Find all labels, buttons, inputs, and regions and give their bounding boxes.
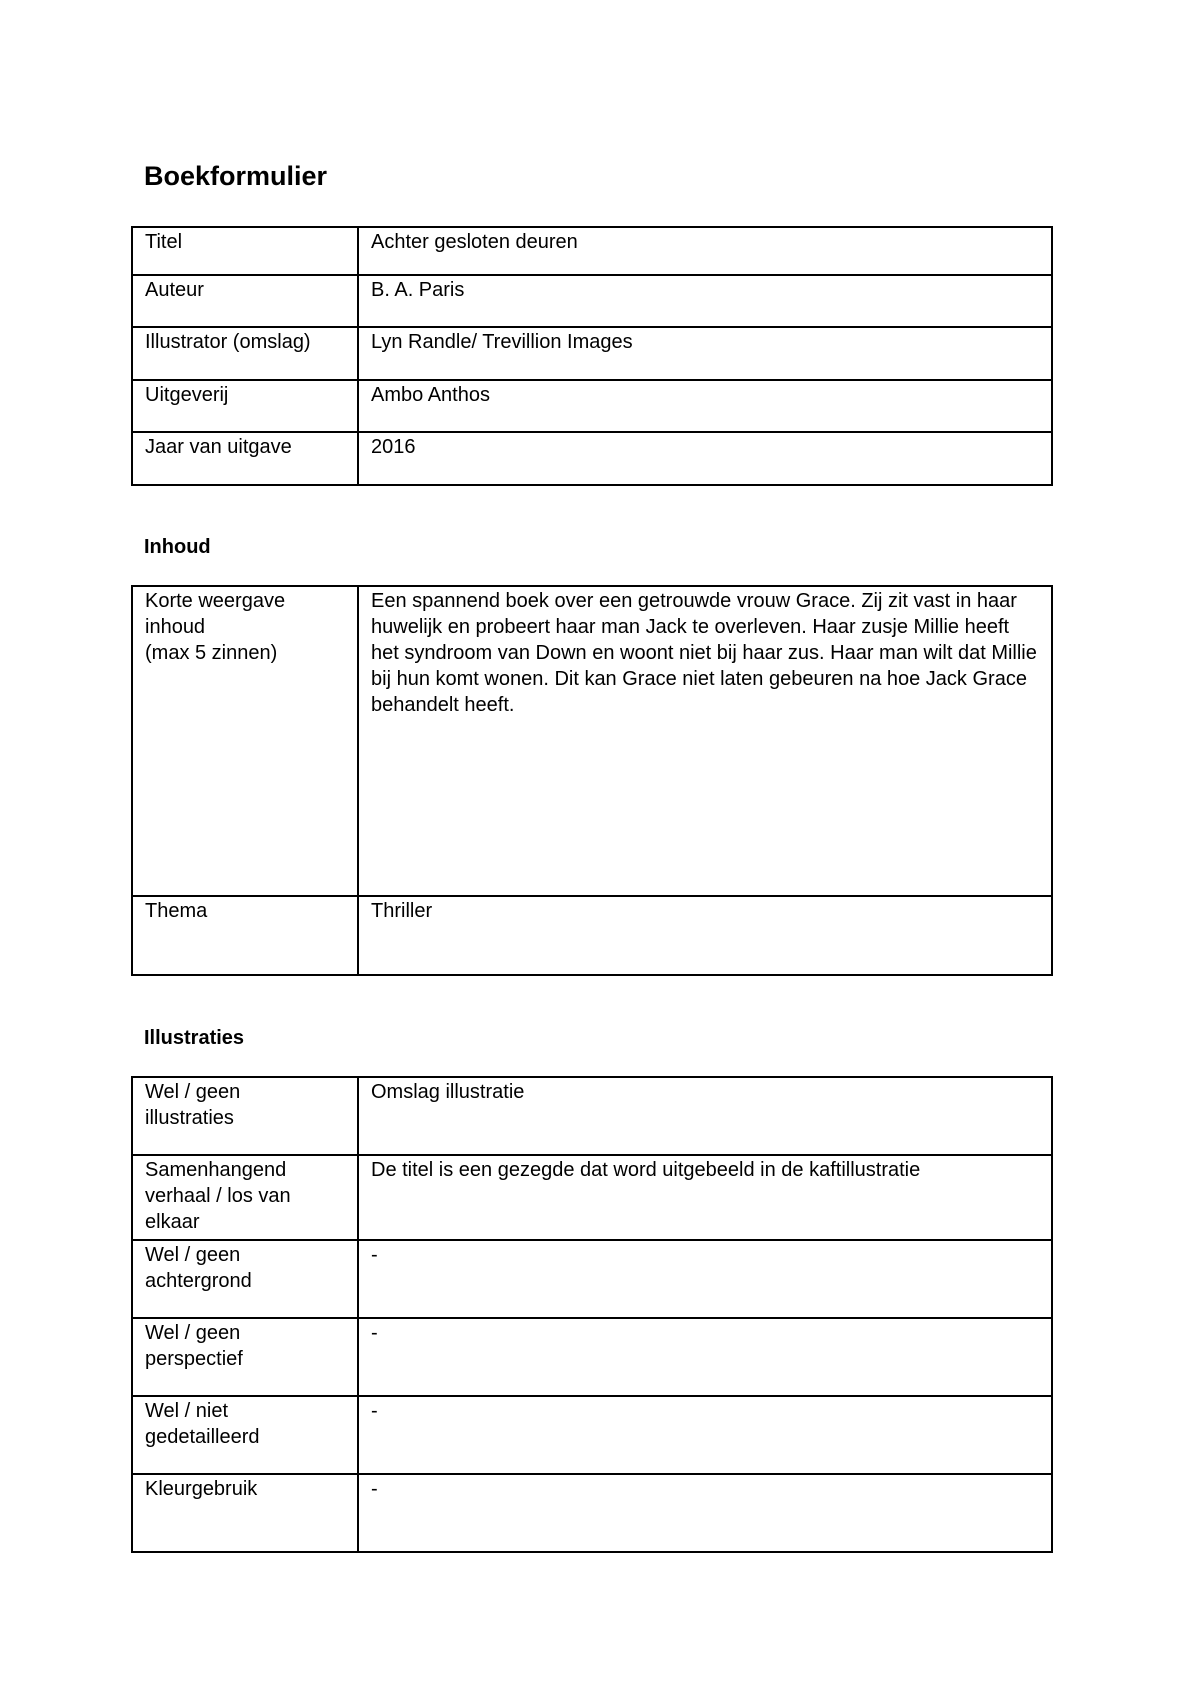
table-row <box>132 896 1052 975</box>
table-row <box>132 1318 1052 1396</box>
table-row <box>132 1155 1052 1240</box>
inhoud-table <box>131 585 1053 976</box>
table-row <box>132 1474 1052 1552</box>
row-value: Een spannend boek over een getrouwde vrouw Grace. Zij zit vast in haar huwelijk en probeert haar man Jack te overleven. Haar zusje Millie heeft het syndroom van Down en woont niet bij haar zus. Haar man wilt dat Millie bij hun komt wonen. Dit kan Grace niet laten gebeuren na hoe Jack Grace behandelt heeft. <box>358 586 1052 896</box>
row-value: Achter gesloten deuren <box>358 227 1052 275</box>
row-label: Wel / geen perspectief <box>132 1318 358 1396</box>
table-row <box>132 1396 1052 1474</box>
section-heading-illustraties: Illustraties <box>144 1027 245 1049</box>
row-label: Jaar van uitgave <box>132 432 358 485</box>
illustraties-table <box>131 1076 1053 1553</box>
row-value: - <box>358 1318 1052 1396</box>
row-label: Illustrator (omslag) <box>132 327 358 380</box>
page-title: Boekformulier <box>144 161 328 191</box>
table-row <box>132 380 1052 432</box>
table-row <box>132 227 1052 275</box>
section-heading-inhoud: Inhoud <box>144 536 211 558</box>
row-value: B. A. Paris <box>358 275 1052 327</box>
row-label: Wel / niet gedetailleerd <box>132 1396 358 1474</box>
row-value: Ambo Anthos <box>358 380 1052 432</box>
row-label: Titel <box>132 227 358 275</box>
table-row <box>132 275 1052 327</box>
row-value: - <box>358 1474 1052 1552</box>
row-value: - <box>358 1240 1052 1318</box>
row-value: De titel is een gezegde dat word uitgebeeld in de kaftillustratie <box>358 1155 1052 1240</box>
row-value: - <box>358 1396 1052 1474</box>
table-row <box>132 1240 1052 1318</box>
row-value: Thriller <box>358 896 1052 975</box>
row-label: Kleurgebruik <box>132 1474 358 1552</box>
row-label: Auteur <box>132 275 358 327</box>
row-value: 2016 <box>358 432 1052 485</box>
row-label: Thema <box>132 896 358 975</box>
row-value: Lyn Randle/ Trevillion Images <box>358 327 1052 380</box>
row-label: Wel / geen illustraties <box>132 1077 358 1155</box>
row-label: Samenhangend verhaal / los van elkaar <box>132 1155 358 1240</box>
table-row <box>132 586 1052 896</box>
row-label: Wel / geen achtergrond <box>132 1240 358 1318</box>
table-row <box>132 1077 1052 1155</box>
row-value: Omslag illustratie <box>358 1077 1052 1155</box>
book-info-table <box>131 226 1053 486</box>
table-row <box>132 327 1052 380</box>
row-label: Korte weergave inhoud (max 5 zinnen) <box>132 586 358 896</box>
table-row <box>132 432 1052 485</box>
row-label: Uitgeverij <box>132 380 358 432</box>
